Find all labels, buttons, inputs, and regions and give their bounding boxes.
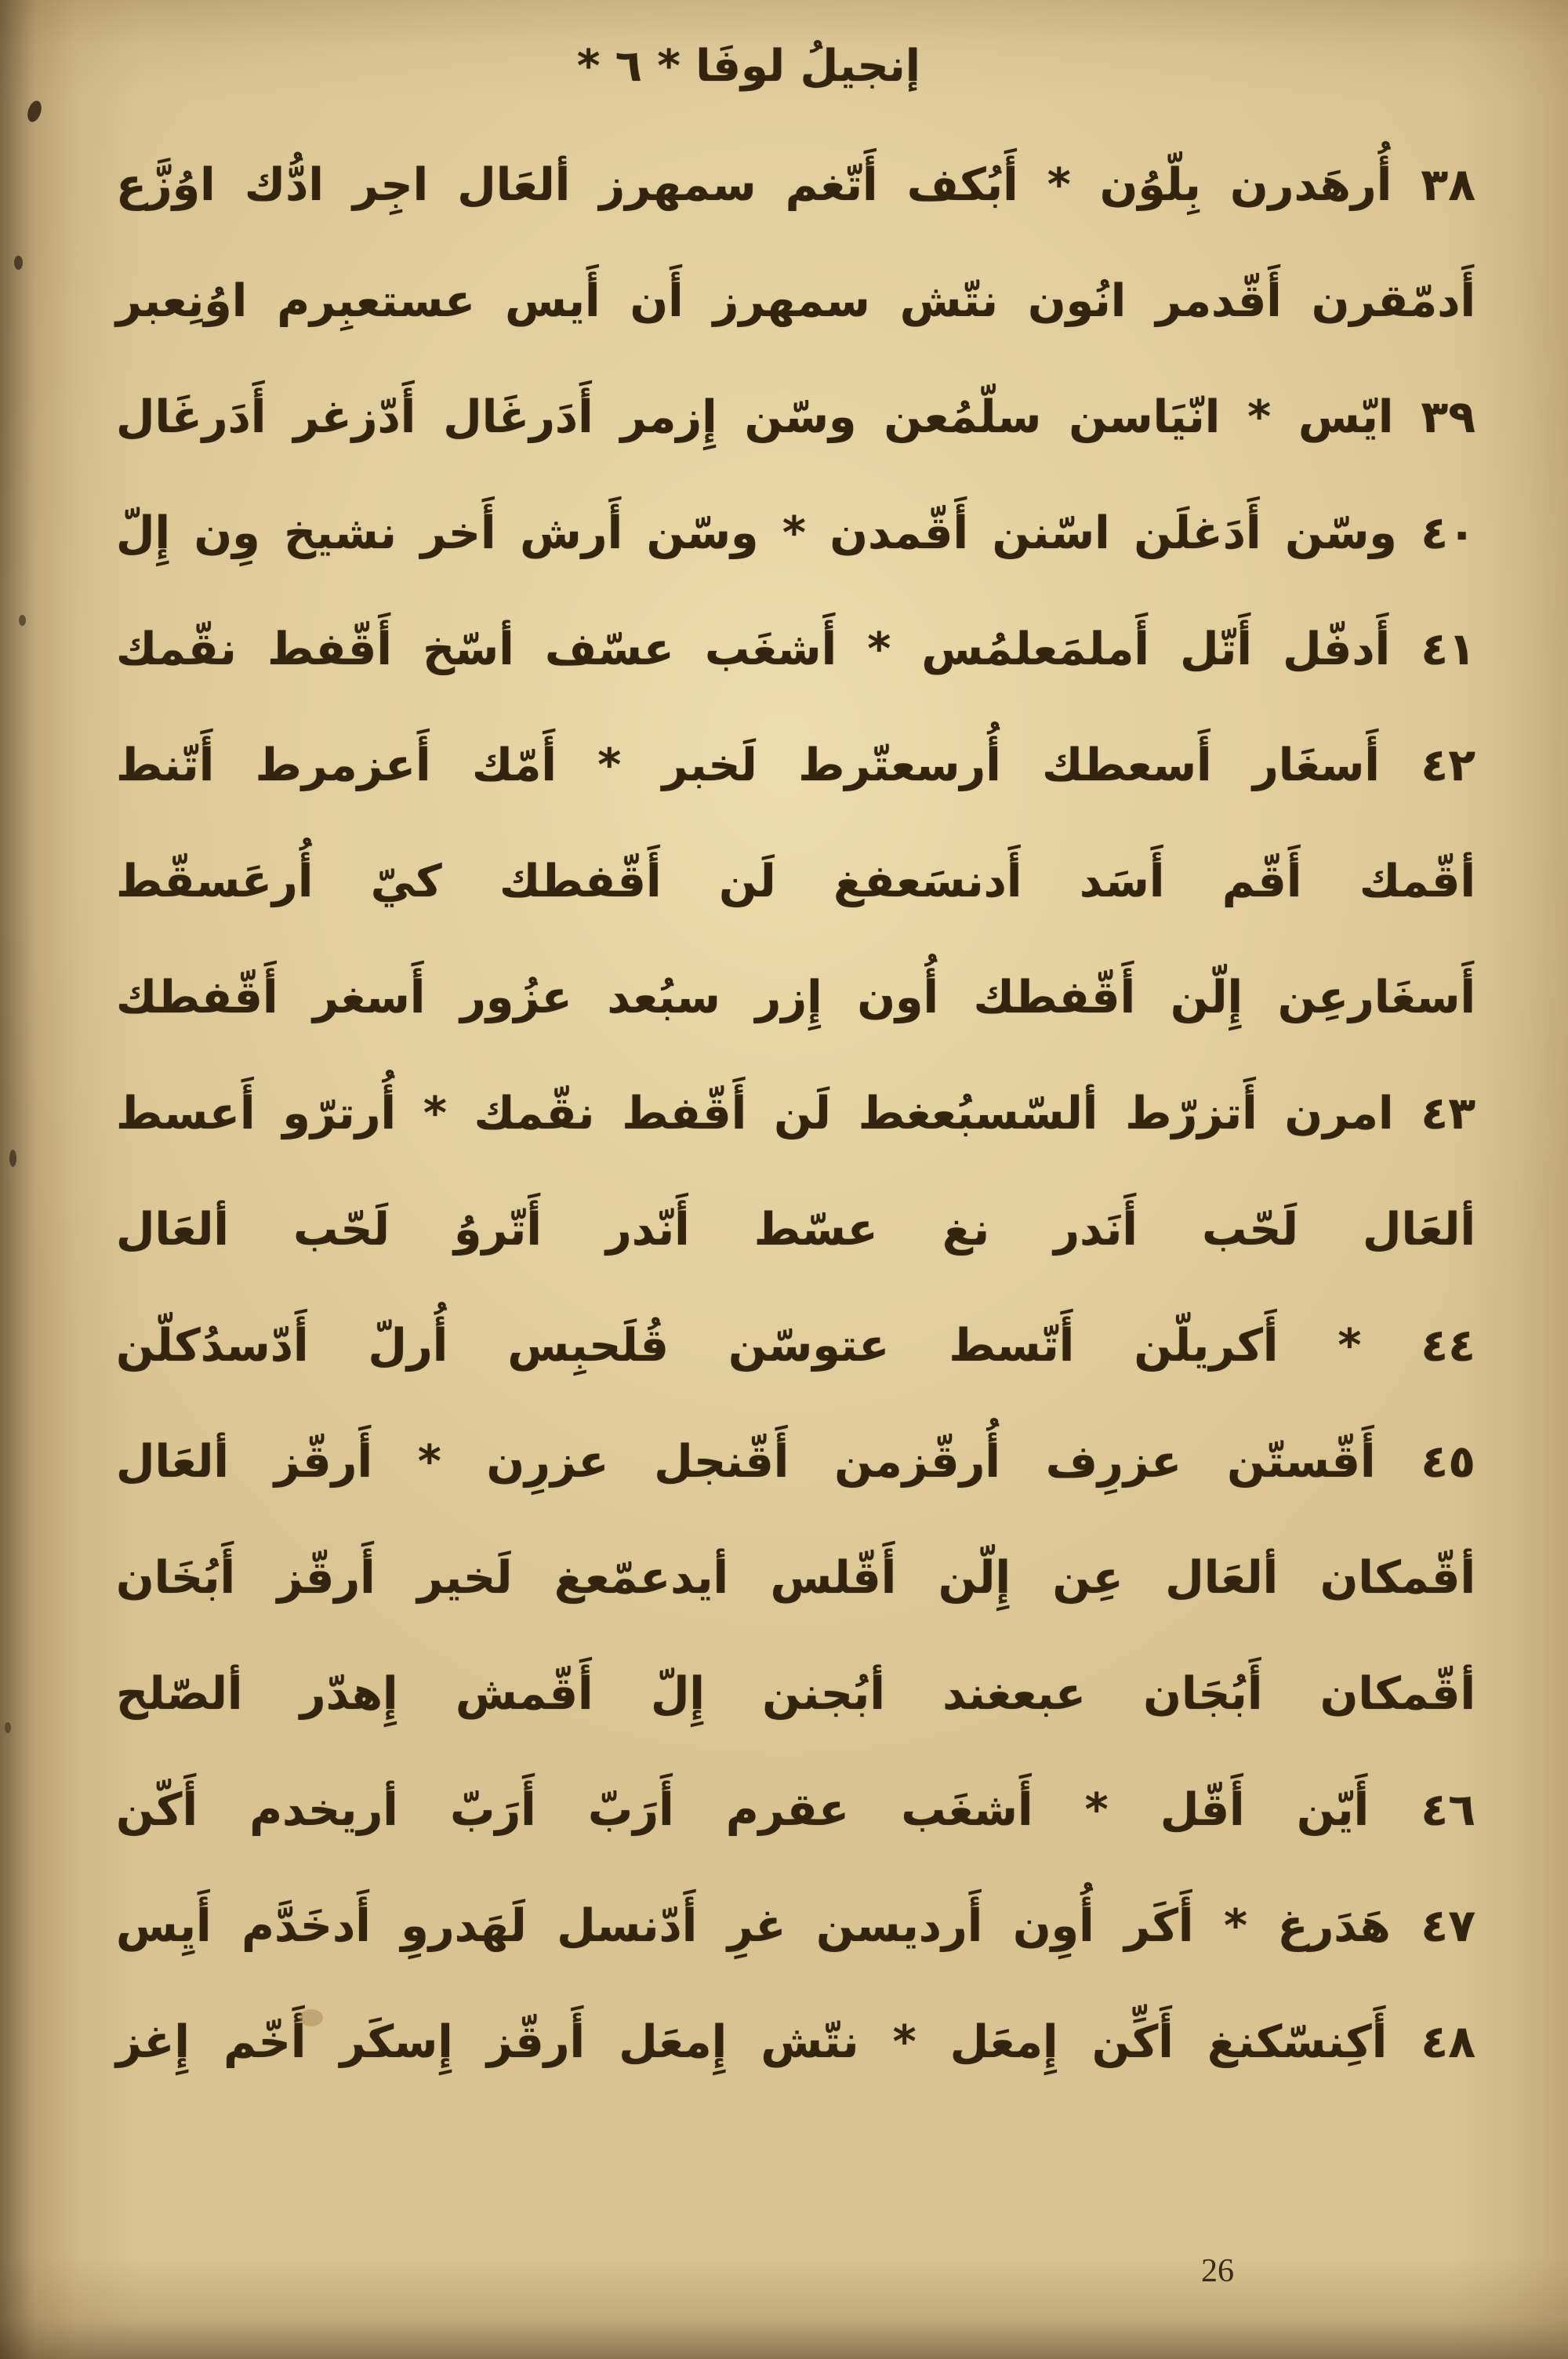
ink-speck (5, 1722, 11, 1733)
text-line: أَسغَارعِن إِلّن أَقّفطك أُون إِزر سبُعد عزُور أَسغر أَقّفطك (116, 972, 1475, 1023)
text-line-verse-38: ٣٨ أُرهَدرن بِلّوُن * أَبُكف أَتّغم سمهرز ألعَال اجِر ادُّك اوُزَّع (116, 159, 1475, 211)
text-line: ألعَال لَحّب أَنَدر نغ عسّط أَنّدر أَتّروُ لَحّب ألعَال (116, 1204, 1475, 1256)
text-line-verse-43: ٤٣ امرن أَتزرّط ألسّسبُعغط لَن أَقّفط نقّمك * أُرترّو أَعسط (116, 1088, 1475, 1140)
page-number: 26 (1201, 2253, 1234, 2289)
text-line-verse-39: ٣٩ ايّس * انّيَاسن سلّمُعن وسّن إِزمر أَدَرغَال أَدّزغر أَدَرغَال (116, 391, 1475, 443)
text-line: أقّمكان ألعَال عِن إِلّن أَقّلس أيدعمّعغ لَخير أَرقّز أَبُخَان (116, 1552, 1475, 1604)
text-line: أقّمك أَقّم أَسَد أَدنسَعفغ لَن أَقّفطك كيّ أُرعَسقّط (116, 856, 1475, 907)
text-line-verse-47: ٤٧ هَدَرغ * أَكَر أُوِن أَرديسن غرِ أَدّنسل لَهَدروِ أَدخَدَّم أَيِس (116, 1900, 1475, 1952)
ink-speck (14, 256, 23, 270)
text-line-verse-46: ٤٦ أَيّن أَقّل * أَشغَب عقرم أَرَبّ أَرَبّ أريخدم أَكّن (116, 1784, 1475, 1836)
page-title: إنجيلُ لوفَا * ٦ * (577, 41, 920, 92)
text-line-verse-40: ٤٠ وسّن أَدَغلَن اسّنن أَقّمدن * وسّن أَرش أَخر نشيخ وِن إِلّ (116, 507, 1475, 559)
ink-speck (19, 615, 26, 626)
text-line-verse-42: ٤٢ أَسغَار أَسعطك أُرسعتّرط لَخبر * أَمّك أَعزمرط أَتّنط (116, 740, 1475, 791)
text-line-verse-45: ٤٥ أَقّستّن عزرِف أُرقّزمن أَقّنجل عزرِن * أَرقّز ألعَال (116, 1436, 1475, 1488)
text-line-verse-41: ٤١ أَدفّل أَتّل أَملمَعلمُس * أَشغَب عسّف أسّخ أَقّفط نقّمك (116, 623, 1475, 675)
paper-stain (299, 2009, 323, 2026)
text-line: أقّمكان أَبُجَان عبعغند أبُجنن إِلّ أَقّمش إِهدّر ألصّلح (116, 1668, 1475, 1720)
text-line-verse-44: ٤٤ * أَكريلّن أَتّسط عتوسّن قُلَحبِس أُرلّ أَدّسدُكلّن (116, 1320, 1475, 1372)
text-line-verse-48: ٤٨ أَكِنسّكنغ أَكِّن إِمعَل * نتّش إِمعَل أَرقّز إِسكَر أَخّم إِغز (116, 2016, 1475, 2068)
text-line: أَدمّقرن أَقّدمر انُون نتّش سمهرز أَن أَيس عستعبِرم اوُنِعبر (116, 275, 1475, 327)
text-block (116, 127, 1475, 2100)
ink-speck (9, 1150, 16, 1167)
